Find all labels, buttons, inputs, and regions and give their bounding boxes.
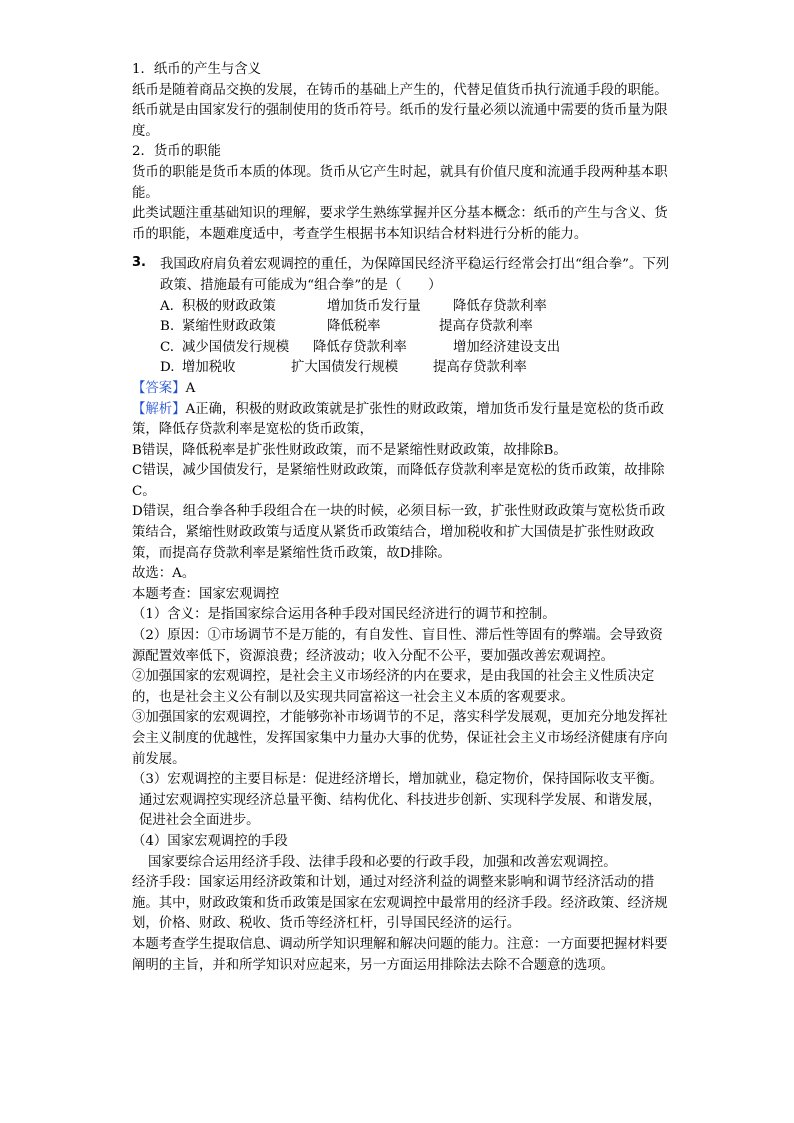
option-label: B. xyxy=(160,319,175,335)
section-heading-money-functions: 2．货币的职能 xyxy=(132,144,221,160)
analysis-reason-1: （2）原因：①市场调节不是万能的，有自发性、盲目性、滞后性等固有的弊端。会导致资源配置效率低下，资源浪费；经济波动；收入分配不公平，要加强改善宏观调控。 xyxy=(132,628,663,664)
option-item: 提高存贷款利率 xyxy=(439,319,533,335)
question-number: 3. xyxy=(132,255,146,271)
option-label: A. xyxy=(160,298,174,314)
analysis-means-heading: （4）国家宏观调控的手段 xyxy=(132,833,288,849)
analysis-c: C错误，减少国债发行，是紧缩性财政政策，而降低存贷款利率是宽松的货币政策，故排除C。 xyxy=(132,463,665,499)
paragraph-paper-money-origin: 纸币是随着商品交换的发展，在铸币的基础上产生的，代替足值货币执行流通手段的职能。 xyxy=(132,82,668,98)
option-item: 提高存贷款利率 xyxy=(433,360,527,376)
analysis-b: B错误，降低税率是扩张性财政政策，而不是紧缩性财政政策，故排除B。 xyxy=(132,442,567,458)
option-item: 减少国债发行规模 xyxy=(182,339,290,355)
option-item: 降低税率 xyxy=(327,319,381,335)
analysis-a xyxy=(132,400,672,441)
answer-tag: 【答案】 xyxy=(132,380,186,396)
analysis-goals: （3）宏观调控的主要目标是：促进经济增长，增加就业，稳定物价，保持国际收支平衡。 xyxy=(132,772,663,788)
analysis-economic-means: 经济手段：国家运用经济政策和计划，通过对经济利益的调整来影响和调节经济活动的措施。其中，财政政策和货币政策是国家在宏观调控中最常用的经济手段。经济政策、经济规划，价格、财政、税收、货币等经济杠杆，引导国民经济的运行。 xyxy=(132,875,668,932)
option-b xyxy=(160,317,672,338)
analysis-final-note: 本题考查学生提取信息、调动所学知识理解和解决问题的能力。注意：一方面要把握材料要阐明的主旨，并和所学知识对应起来，另一方面运用排除法去除不合题意的选项。 xyxy=(132,936,668,973)
analysis-means-summary: 国家要综合运用经济手段、法律手段和必要的行政手段，加强和改善宏观调控。 xyxy=(148,854,617,870)
option-item: 积极的财政政策 xyxy=(182,298,276,314)
paragraph-summary: 此类试题注重基础知识的理解，要求学生熟练掌握并区分基本概念：纸币的产生与含义、货币的职能，本题难度适中，考查学生根据书本知识结合材料进行分析的能力。 xyxy=(132,206,668,242)
option-item: 降低存贷款利率 xyxy=(313,339,407,355)
paragraph-money-functions: 货币的职能是货币本质的体现。货币从它产生时起，就具有价值尺度和流通手段两种基本职能。 xyxy=(132,164,668,201)
option-label: C. xyxy=(160,339,175,355)
option-item: 降低存贷款利率 xyxy=(453,298,547,314)
answer-value: A xyxy=(185,380,196,396)
question-block xyxy=(132,255,672,379)
analysis-goals-detail: 通过宏观调控实现经济总量平衡、结构优化、科技进步创新、实现科学发展、和谐发展，促进社会全面进步。 xyxy=(139,792,662,829)
option-item: 增加货币发行量 xyxy=(327,298,421,314)
analysis-choice: 故选：A。 xyxy=(132,566,196,582)
answer-line xyxy=(132,379,672,400)
analysis-reason-3: ③加强国家的宏观调控，才能够弥补市场调节的不足，落实科学发展观，更加充分地发挥社会主义制度的优越性，发挥国家集中力量办大事的优势，保证社会主义市场经济健康有序向前发展。 xyxy=(132,710,668,767)
analysis-a-text: A正确，积极的财政政策就是扩张性的财政政策，增加货币发行量是宽松的货币政策，降低存贷款利率是宽松的货币政策， xyxy=(132,401,664,438)
analysis-d: D错误，组合拳各种手段组合在一块的时候，必须目标一致，扩张性财政政策与宽松货币政策结合，紧缩性财政政策与适度从紧货币政策结合，增加税收和扩大国债是扩张性财政政策，而提高存贷款利率是紧缩性货币政策，故D排除。 xyxy=(132,504,665,561)
section-heading-paper-money: 1．纸币的产生与含义 xyxy=(132,62,262,77)
question-options xyxy=(132,297,672,379)
analysis-tag: 【解析】 xyxy=(132,401,186,417)
option-label: D. xyxy=(160,360,175,376)
option-item: 紧缩性财政政策 xyxy=(182,319,276,335)
option-d xyxy=(160,358,672,379)
option-item: 增加经济建设支出 xyxy=(453,339,561,355)
option-item: 扩大国债发行规模 xyxy=(291,360,399,376)
option-c xyxy=(160,338,672,359)
analysis-reason-2: ②加强国家的宏观调控，是社会主义市场经济的内在要求，是由我国的社会主义性质决定的，也是社会主义公有制以及实现共同富裕这一社会主义本质的客观要求。 xyxy=(132,669,655,705)
paragraph-paper-money-definition: 纸币就是由国家发行的强制使用的货币符号。纸币的发行量必须以流通中需要的货币量为限度。 xyxy=(132,103,668,139)
option-a xyxy=(160,297,672,318)
analysis-topic: 本题考查：国家宏观调控 xyxy=(132,586,280,602)
question-stem: 我国政府肩负着宏观调控的重任，为保障国民经济平稳运行经常会打出“组合拳”。下列政策、措施最有可能成为“组合拳”的是（ ） xyxy=(160,257,670,293)
document-page xyxy=(132,60,672,976)
analysis-meaning: （1）含义：是指国家综合运用各种手段对国民经济进行的调节和控制。 xyxy=(132,607,556,623)
option-item: 增加税收 xyxy=(182,360,236,376)
